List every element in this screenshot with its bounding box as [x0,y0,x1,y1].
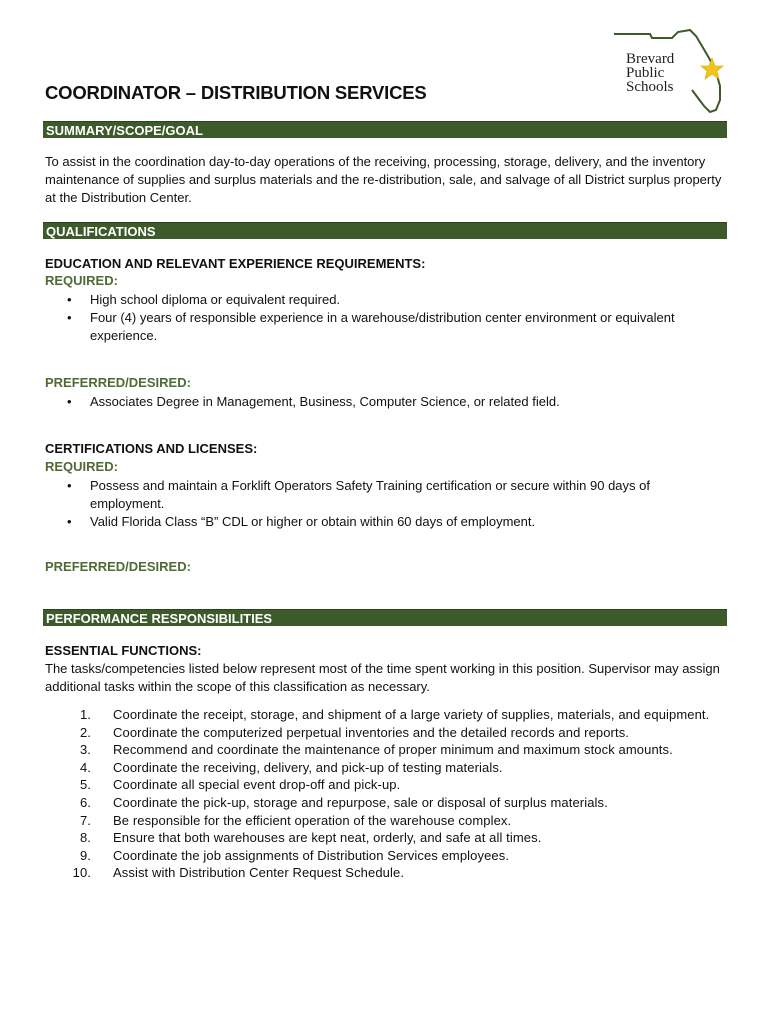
list-item: • Associates Degree in Management, Business, Computer Science, or related field. [67,394,560,409]
list-item: 6. Coordinate the pick-up, storage and repurpose, sale or disposal of surplus materials. [79,794,608,810]
logo-line-2: Public [626,65,665,81]
bullet-icon: • [67,394,72,409]
list-item: • Valid Florida Class “B” CDL or higher or obtain within 60 days of employment. [67,514,536,529]
preferred-list [45,393,725,411]
summary-text: To assist in the coordination day-to-day operations of the receiving, processing, storage, delivery, and the inventory maintenance of supplies and surplus materials and the re-distribution, sale, and salvage of all District surplus property at the Distribution Center. [45,154,722,205]
brevard-public-schools-logo [612,24,732,116]
list-item: 2. Coordinate the computerized perpetual inventories and the detailed records and reports. [79,724,630,740]
list-item: 1. Coordinate the receipt, storage, and shipment of a large variety of supplies, materials, and equipment. [79,707,710,722]
essential-functions-intro: The tasks/competencies listed below represent most of the time spent working in this position. Supervisor may assign additional tasks within the scope of this classification as necessary. [45,661,720,694]
star-icon [701,58,723,79]
education-heading: EDUCATION AND RELEVANT EXPERIENCE REQUIREMENTS: [45,256,426,271]
list-item: 9. Coordinate the job assignments of Distribution Services employees. [79,847,510,863]
section-header-label: QUALIFICATIONS [46,224,156,239]
list-item: • Four (4) years of responsible experience in a warehouse/distribution center environment or equivalent experience. [67,310,675,343]
bullet-icon: • [67,310,72,325]
section-header-label: PERFORMANCE RESPONSIBILITIES [46,611,273,626]
list-item: • High school diploma or equivalent required. [67,292,341,307]
list-item: 5. Coordinate all special event drop-off and pick-up. [79,777,401,793]
list-item: • Possess and maintain a Forklift Operators Safety Training certification or secure within 90 days of employment. [67,478,650,511]
section-header-performance [43,609,727,626]
certifications-heading: CERTIFICATIONS AND LICENSES: [45,441,258,456]
required-label: REQUIRED: [45,273,118,288]
list-item: 8. Ensure that both warehouses are kept neat, orderly, and safe at all times. [79,830,542,846]
preferred-label: PREFERRED/DESIRED: [45,375,191,390]
cert-required-list [45,477,725,531]
list-item: 7. Be responsible for the efficient operation of the warehouse complex. [79,812,512,828]
cert-preferred-label: PREFERRED/DESIRED: [45,559,191,574]
required-list [45,291,725,345]
section-header-qualifications [43,222,727,239]
section-header-label: SUMMARY/SCOPE/GOAL [46,123,203,138]
logo-line-3: Schools [626,79,674,95]
bullet-icon: • [67,478,72,493]
florida-outline-icon [612,24,732,116]
bullet-icon: • [67,292,72,307]
cert-required-label: REQUIRED: [45,459,118,474]
section-header-summary [43,121,727,138]
page-title: COORDINATOR – DISTRIBUTION SERVICES [45,82,427,103]
list-item: 3. Recommend and coordinate the maintenance of proper minimum and maximum stock amounts. [79,742,673,758]
essential-functions-heading: ESSENTIAL FUNCTIONS: [45,643,202,658]
logo-line-1: Brevard [626,51,675,67]
bullet-icon: • [67,514,72,529]
list-item: 10. Assist with Distribution Center Request Schedule. [72,865,405,881]
list-item: 4. Coordinate the receiving, delivery, and pick-up of testing materials. [79,759,503,775]
essential-functions-list [45,706,725,882]
